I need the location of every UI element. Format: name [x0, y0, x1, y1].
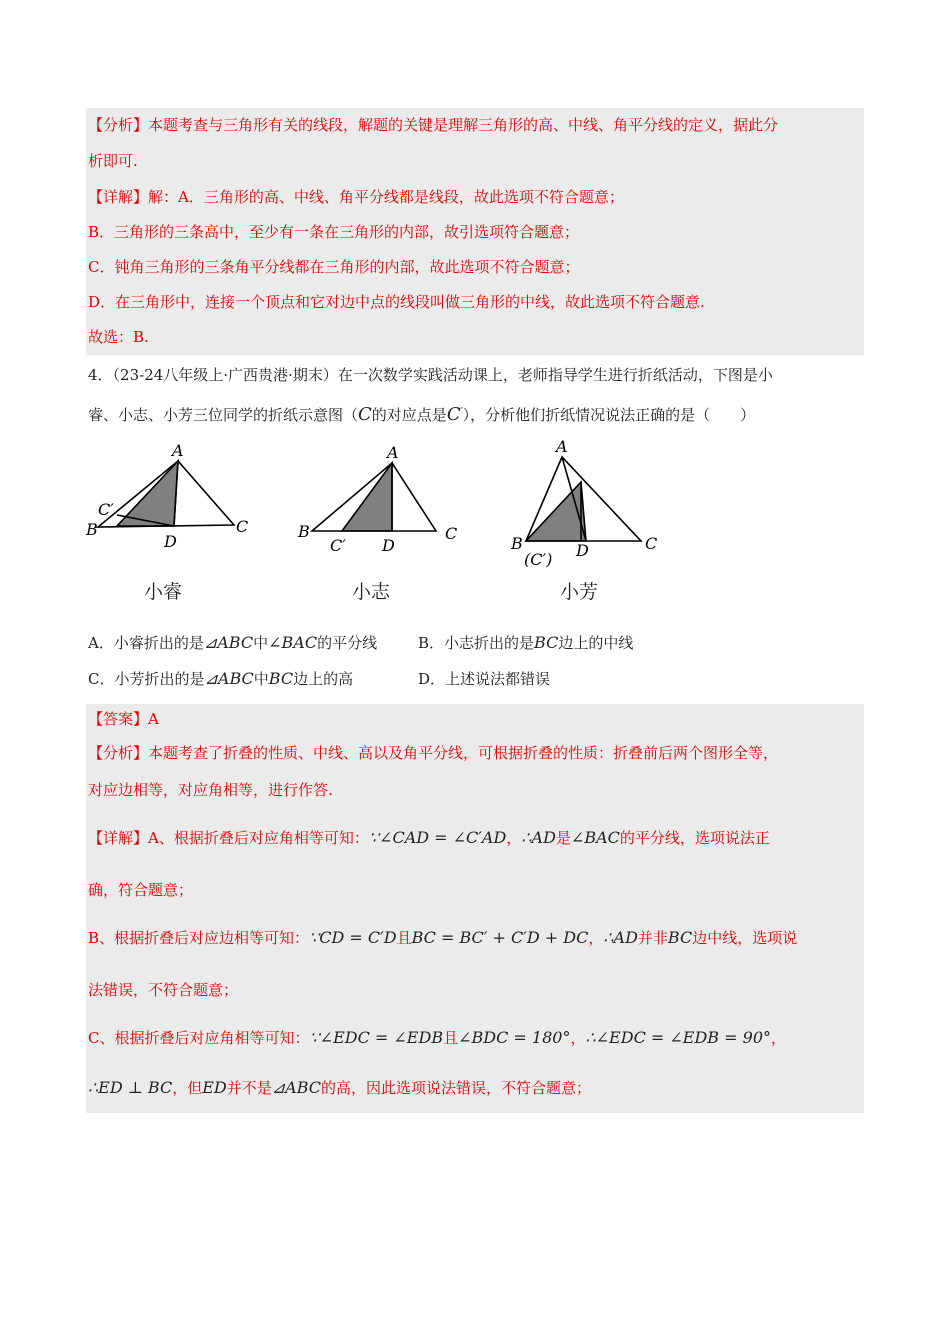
label-a: A — [387, 443, 399, 462]
question-number: 4． — [88, 366, 113, 384]
label-c-prime: C′ — [98, 500, 114, 519]
q3-detail-line-1: 【详解】解：A．三角形的高、中线、角平分线都是线段，故此选项不符合题意； — [88, 188, 624, 206]
caption-xiaorui: 小睿 — [144, 581, 183, 603]
label-b: B — [511, 534, 523, 553]
label-d: D — [576, 541, 589, 560]
label-b: B — [298, 522, 310, 541]
label-b: B — [86, 520, 98, 539]
q3-detail-line-4: D．在三角形中，连接一个顶点和它对边中点的线段叫做三角形的中线，故此选项不符合题意. — [88, 293, 705, 311]
q4-detail-c-line-2: ∴ED ⊥ BC，但ED并不是⊿ABC的高，因此选项说法错误，不符合题意； — [88, 1078, 592, 1097]
q3-analysis-line-2: 析即可. — [88, 152, 138, 170]
label-c: C — [236, 517, 249, 536]
option-c: C．小芳折出的是⊿ABC中BC边上的高 — [88, 669, 354, 688]
q3-detail-line-2: B．三角形的三条高中，至少有一条在三角形的内部，故引选项符合题意； — [88, 223, 580, 241]
label-d: D — [164, 532, 177, 551]
label-c-prime: (C′) — [524, 550, 553, 567]
analysis-tag: 【分析】 — [88, 116, 149, 134]
q3-solution-block — [86, 108, 864, 355]
q4-detail-c-line-1: C、根据折叠后对应角相等可知：∵∠EDC = ∠EDB且∠BDC = 180°，∴∠EDC = ∠EDB = 90°， — [88, 1028, 787, 1047]
label-a: A — [172, 441, 184, 460]
option-d: D．上述说法都错误 — [418, 670, 551, 688]
analysis-tag: 【分析】 — [88, 744, 149, 762]
detail-tag: 【详解】 — [88, 188, 149, 206]
figures-row — [86, 437, 864, 622]
figure-xiaozhi — [296, 441, 476, 551]
options-block — [86, 622, 864, 694]
label-c: C — [645, 534, 658, 553]
label-a: A — [556, 437, 568, 456]
caption-xiaozhi: 小志 — [352, 581, 391, 603]
answer-tag: 【答案】 — [88, 710, 149, 728]
q4-analysis-line-2: 对应边相等，对应角相等，进行作答. — [88, 781, 333, 799]
folded-region — [342, 463, 392, 531]
option-a: A．小睿折出的是⊿ABC中∠BAC的平分线 — [88, 633, 378, 652]
q4-detail-a-line-2: 确，符合题意； — [88, 881, 194, 899]
q4-analysis-line-1: 【分析】本题考查了折叠的性质、中线、高以及角平分线，可根据折叠的性质：折叠前后两个图形全等， — [88, 744, 779, 762]
q4-detail-b-line-2: 法错误，不符合题意； — [88, 981, 239, 999]
q4-solution-block — [86, 704, 864, 1113]
label-c-prime: C′ — [330, 536, 346, 551]
label-c: C — [445, 524, 458, 543]
option-b: B．小志折出的是BC边上的中线 — [418, 633, 634, 652]
q4-answer-line: 【答案】A — [88, 710, 159, 728]
q4-detail-a-line-1: 【详解】A、根据折叠后对应角相等可知：∵∠CAD = ∠C′AD，∴AD是∠BAC的平分线，选项说法正 — [88, 828, 770, 847]
q4-line-1: 4．（23-24八年级上·广西贵港·期末）在一次数学实践活动课上，老师指导学生进行折纸活动，下图是小 — [88, 366, 773, 384]
caption-xiaofang: 小芳 — [560, 581, 599, 603]
q4-detail-b-line-1: B、根据折叠后对应边相等可知：∵CD = C′D且BC = BC′ + C′D + DC，∴AD并非BC边中线，选项说 — [88, 928, 798, 947]
q3-analysis-line-1: 【分析】本题考查与三角形有关的线段，解题的关键是理解三角形的高、中线、角平分线的定义，据此分 — [88, 116, 779, 134]
label-d: D — [382, 536, 395, 551]
q3-detail-line-3: C．钝角三角形的三条角平分线都在三角形的内部，故此选项不符合题意； — [88, 258, 580, 276]
q3-detail-line-5: 故选：B. — [88, 328, 149, 346]
document-page — [86, 108, 864, 1113]
figure-xiaofang — [504, 437, 684, 567]
detail-tag: 【详解】 — [88, 829, 149, 847]
figure-xiaorui — [86, 441, 266, 551]
q4-line-2: 睿、小志、小芳三位同学的折纸示意图（C的对应点是C′），分析他们折纸情况说法正确的是（ ） — [88, 404, 756, 425]
